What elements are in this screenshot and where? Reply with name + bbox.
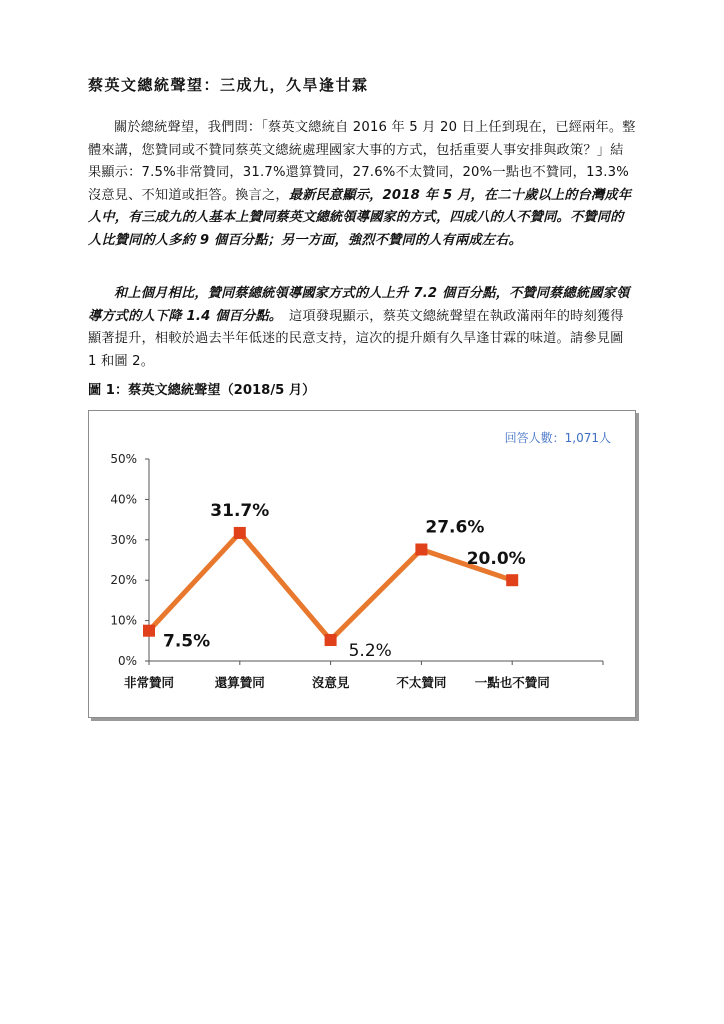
data-value-label: 7.5% <box>163 631 211 652</box>
data-value-label: 31.7% <box>210 500 270 521</box>
y-tick-label: 10% <box>110 613 137 628</box>
y-tick-label: 0% <box>117 654 137 668</box>
x-category-label: 一點也不贊同 <box>474 675 550 690</box>
data-point-marker <box>143 625 155 637</box>
data-value-label: 27.6% <box>425 517 485 538</box>
data-value-label: 5.2% <box>348 640 392 661</box>
data-point-marker <box>415 543 427 555</box>
data-point-marker <box>506 574 518 586</box>
x-category-label: 沒意見 <box>311 675 350 690</box>
data-point-marker <box>234 527 246 539</box>
paragraph-1-plain: 關於總統聲望，我們問：「蔡英文總統自 2016 年 5 月 20 日上任到現在，已經兩年。整體來講，您贊同或不贊同蔡英文總統處理國家大事的方式，包括重要人事安排與政策？」結果顯示：7.5%非常贊同，31.7%還算贊同，27.6%不太贊同，20%一點也不贊同，13.3%沒意見、不知道或拒答。換言之， <box>88 120 636 203</box>
paragraph-2-plain: 這項發現顯示，蔡英文總統聲望在執政滿兩年的時刻獲得顯著提升，相較於過去半年低迷的民意支持，這次的提升頗有久旱逢甘霖的味道。請參見圖 1 和圖 2。 <box>88 308 624 369</box>
x-category-label: 非常贊同 <box>123 675 175 690</box>
approval-chart <box>88 410 636 718</box>
x-category-label: 不太贊同 <box>396 675 447 690</box>
y-tick-label: 20% <box>110 573 137 588</box>
y-tick-label: 50% <box>110 452 137 466</box>
figure-caption: 圖 1：蔡英文總統聲望（2018/5 月） <box>88 383 316 398</box>
x-category-label: 還算贊同 <box>214 675 265 690</box>
paragraph-2-emphasis: 和上個月相比，贊同蔡總統領導國家方式的人上升 7.2 個百分點，不贊同蔡總統國家領導方式的人下降 1.4 個百分點。 <box>88 286 630 324</box>
y-tick-label: 40% <box>110 492 137 507</box>
paragraph-1-emphasis: 最新民意顯示，2018 年 5 月，在二十歲以上的台灣成年人中，有三成九的人基本上贊同蔡英文總統領導國家的方式，四成八的人不贊同。不贊同的人比贊同的人多約 9 個百分點；另一方面，強烈不贊同的人有兩成左右。 <box>88 187 632 248</box>
approval-chart-svg <box>89 411 635 717</box>
data-markers <box>143 527 518 646</box>
data-point-marker <box>325 634 337 646</box>
paragraph-approval-question <box>88 117 636 253</box>
approval-series-line <box>149 533 512 640</box>
y-tick-label: 30% <box>110 532 137 547</box>
data-labels <box>163 501 526 661</box>
document-title: 蔡英文總統聲望：三成九，久旱逢甘霖 <box>88 76 369 94</box>
respondents-count-label: 回答人數：1,071人 <box>504 431 611 445</box>
x-axis-ticks <box>124 661 603 690</box>
data-value-label: 20.0% <box>466 549 526 570</box>
paragraph-monthly-change <box>88 283 636 373</box>
